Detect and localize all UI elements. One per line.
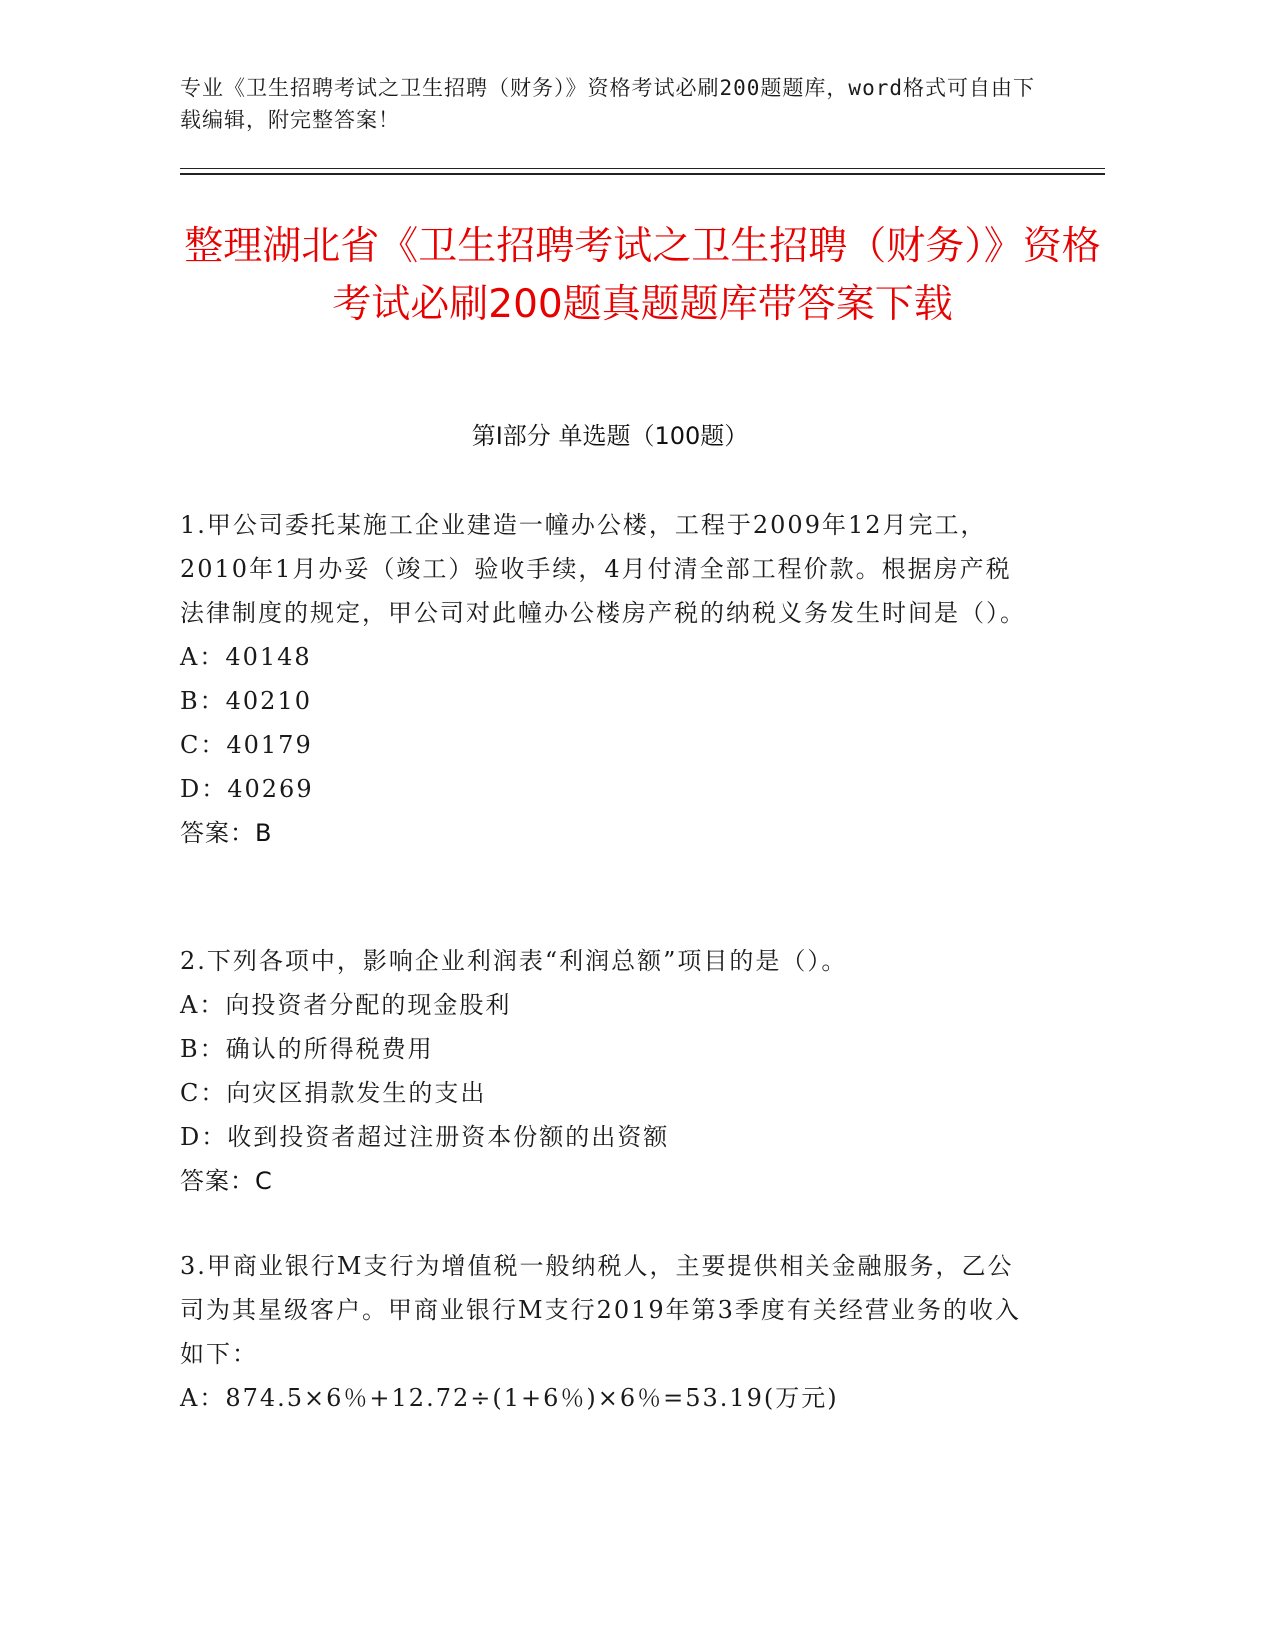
option-d: D：收到投资者超过注册资本份额的出资额 [180,1123,670,1151]
option-a: A：874.5×6％+12.72÷(1+6％)×6％=53.19(万元) [180,1384,839,1412]
header-note: 专业《卫生招聘考试之卫生招聘（财务）》资格考试必刷200题题库，word格式可自由下载编辑，附完整答案！ [180,76,1035,132]
answer-label: 答案：C [180,1167,273,1195]
question-stem: 1.甲公司委托某施工企业建造一幢办公楼，工程于2009年12月完工，2010年1月办妥（竣工）验收手续，4月付清全部工程价款。根据房产税法律制度的规定，甲公司对此幢办公楼房产税的纳税义务发生时间是（）。 [180,511,1026,627]
section-heading: 第Ⅰ部分 单选题（100题） [471,422,749,450]
question-1 [180,503,1030,855]
question-stem: 2.下列各项中，影响企业利润表“利润总额”项目的是（）。 [180,947,848,975]
document-title: 整理湖北省《卫生招聘考试之卫生招聘（财务）》资格考试必刷200题真题题库带答案下载 [184,224,1101,327]
question-stem: 3.甲商业银行M支行为增值税一般纳税人，主要提供相关金融服务，乙公司为其星级客户。甲商业银行M支行2019年第3季度有关经营业务的收入如下： [180,1252,1021,1368]
option-a: A：40148 [180,643,312,671]
answer-label: 答案：B [180,819,273,847]
option-c: C：40179 [180,731,313,759]
option-c: C：向灾区捐款发生的支出 [180,1079,487,1107]
question-3 [180,1244,1030,1420]
header-divider-thin [180,168,1105,169]
header-divider-thick [180,173,1105,175]
question-2 [180,939,1030,1203]
option-b: B：40210 [180,687,312,715]
option-d: D：40269 [180,775,314,803]
option-b: B：确认的所得税费用 [180,1035,434,1063]
option-a: A：向投资者分配的现金股利 [180,991,512,1019]
